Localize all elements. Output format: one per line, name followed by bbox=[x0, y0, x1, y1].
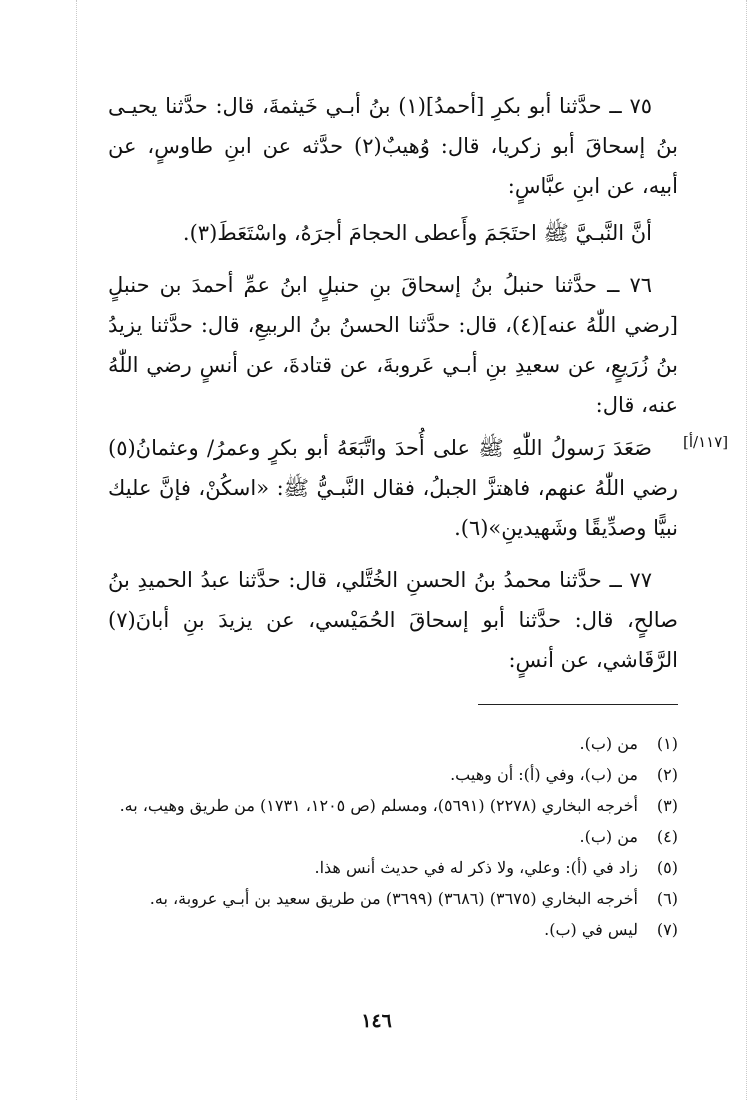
hadith-75-text: أنَّ النَّبـيَّ ﷺ احتَجَمَ وأَعطى الحجامَ أجرَهُ، واسْتَعَطَ(٣). bbox=[182, 221, 652, 245]
footnote-1: (١)من (ب). bbox=[579, 734, 678, 753]
footnote-5: (٥)زاد في (أ): وعلي، ولا ذكر له في حديث أنس هذا. bbox=[314, 858, 678, 877]
footnote-6: (٦)أخرجه البخاري (٣٦٧٥) (٣٦٨٦) (٣٦٩٩) من طريق سعيد بن أبـي عروبة، به. bbox=[149, 889, 678, 908]
folio-marker: [١١٧/أ] bbox=[683, 433, 729, 451]
footnote-7: (٧)ليس في (ب). bbox=[544, 920, 678, 939]
footnote-4: (٤)من (ب). bbox=[579, 827, 678, 846]
footnote-2: (٢)من (ب)، وفي (أ): أن وهيب. bbox=[450, 765, 678, 784]
footnotes bbox=[78, 728, 678, 945]
hadith-75-chain: ٧٥ ــ حدَّثنا أبو بكرِ [أحمدُ](١) بنُ أبـي خَيثمةَ، قال: حدَّثنا يحيـى بنُ إسحاقَ أبو زكريا، قال: وُهيبٌ(٢) حدَّثه عن ابنِ طاوسٍ، عن أبيه، عن ابنِ عبَّاسٍ: bbox=[108, 94, 678, 198]
right-margin-guide bbox=[746, 0, 747, 1100]
left-margin-guide bbox=[76, 0, 77, 1100]
footnote-3: (٣)أخرجه البخاري (٢٢٧٨) (٥٦٩١)، ومسلم (ص ١٢٠٥، ١٧٣١) من طريق وهيب، به. bbox=[119, 796, 678, 815]
footnote-separator bbox=[478, 704, 678, 705]
hadith-77-chain: ٧٧ ــ حدَّثنا محمدُ بنُ الحسنِ الخُتَّلي، قال: حدَّثنا عبدُ الحميدِ بنُ صالحٍ، قال: حدَّثنا أبو إسحاقَ الحُمَيْسي، عن يزيدَ بنِ أبانَ(٧) الرَّقَاشي، عن أنسٍ: bbox=[108, 568, 678, 672]
hadith-76-chain: ٧٦ ــ حدَّثنا حنبلُ بنُ إسحاقَ بنِ حنبلٍ ابنُ عمِّ أحمدَ بن حنبلٍ [رضي اللّٰهُ عنه](٤)، قال: حدَّثنا الحسنُ بنُ الربيعِ، قال: حدَّثنا يزيدُ بنُ زُرَيعٍ، عن سعيدِ بنِ أبـي عَروبةَ، عن قتادةَ، عن أنسٍ رضي اللّٰهُ عنه، قال: bbox=[108, 273, 678, 417]
page-number: ١٤٦ bbox=[361, 1010, 392, 1032]
hadith-76-text: صَعَدَ رَسولُ اللّٰهِ ﷺ على أُحدَ واتَّبَعَهُ أبو بكرٍ وعمرُ/ وعثمانُ(٥) رضي اللّٰهُ عنهم، فاهتزَّ الجبلُ، فقال النَّبـيُّ ﷺ: «اسكُنْ، فإنَّ عليك نبيًّا وصدِّيقًا وشَهيدينِ»(٦). bbox=[108, 436, 678, 540]
